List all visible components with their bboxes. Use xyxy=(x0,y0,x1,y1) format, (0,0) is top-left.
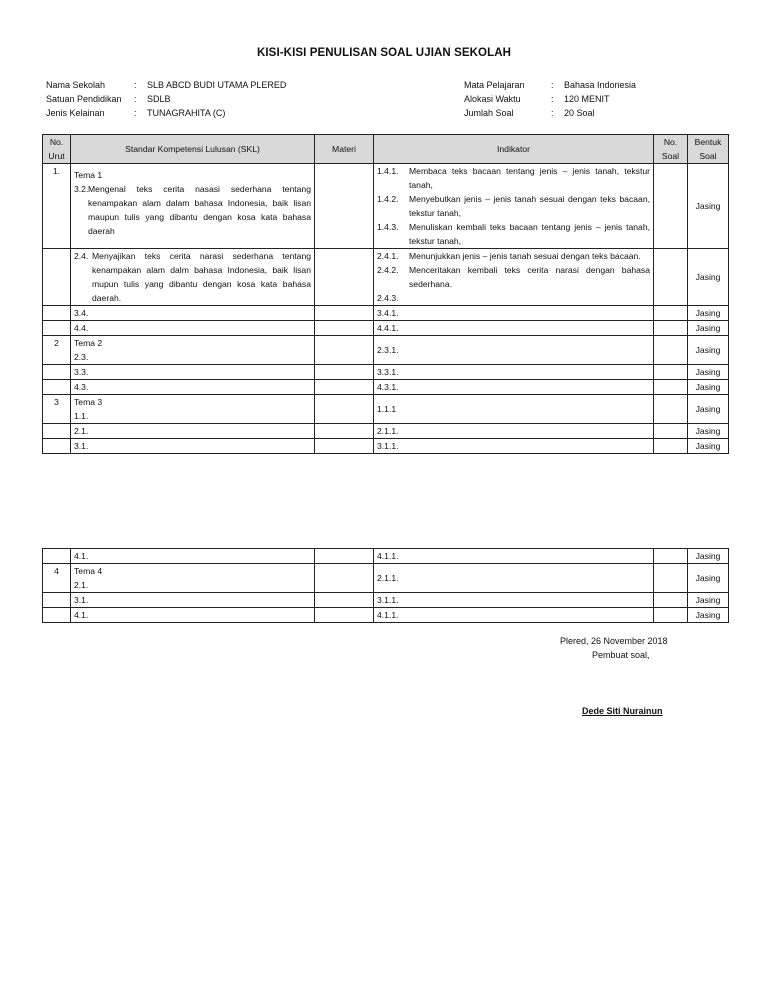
theme-label: Tema 2 xyxy=(74,338,103,348)
materi-cell xyxy=(315,549,374,564)
header-bentuk-soal: Bentuk Soal xyxy=(688,135,729,164)
no-soal-cell xyxy=(654,395,688,424)
no-soal-cell xyxy=(654,336,688,365)
table-row xyxy=(43,249,729,306)
materi-cell xyxy=(315,395,374,424)
row-number xyxy=(43,439,71,454)
bentuk-soal-cell: Jasing xyxy=(688,306,729,321)
row-number: 4 xyxy=(43,564,71,593)
header-no-soal: No. Soal xyxy=(654,135,688,164)
table-row xyxy=(43,564,729,593)
bentuk-soal-cell: Jasing xyxy=(688,395,729,424)
school-info xyxy=(46,78,286,120)
indicator-code: 2.4.1. xyxy=(377,251,399,261)
materi-cell xyxy=(315,564,374,593)
info-colon: : xyxy=(134,80,137,90)
info-row-school xyxy=(46,78,286,92)
skl-cell xyxy=(71,164,315,249)
indikator-cell: 2.3.1. xyxy=(374,336,654,365)
indicator-item xyxy=(377,249,650,263)
no-soal-cell xyxy=(654,564,688,593)
info-row-unit xyxy=(46,92,286,106)
bentuk-soal-cell: Jasing xyxy=(688,336,729,365)
indikator-cell: 3.3.1. xyxy=(374,365,654,380)
signer-role: Pembuat soal, xyxy=(592,650,650,660)
info-label: Satuan Pendidikan xyxy=(46,94,122,104)
indikator-cell xyxy=(374,249,654,306)
info-value: TUNAGRAHITA (C) xyxy=(147,108,226,118)
table-row xyxy=(43,549,729,564)
skl-cell: 3.1. xyxy=(71,439,315,454)
indikator-cell: 1.1.1 xyxy=(374,395,654,424)
skl-cell: 4.3. xyxy=(71,380,315,395)
bentuk-soal-cell: Jasing xyxy=(688,424,729,439)
table-row xyxy=(43,380,729,395)
info-row-count xyxy=(464,106,636,120)
materi-cell xyxy=(315,365,374,380)
skl-cell: 3.4. xyxy=(71,306,315,321)
indikator-cell: 2.1.1. xyxy=(374,564,654,593)
indikator-cell: 4.4.1. xyxy=(374,321,654,336)
info-value: Bahasa Indonesia xyxy=(564,80,637,90)
skl-text: Mengenal teks cerita nasasi sederhana tentang kenampakan alam dalam bahasa Indonesia, baik lisan maupun tulis yang dibantu dengan kosa kata bahasa daerah xyxy=(88,184,311,236)
no-soal-cell xyxy=(654,549,688,564)
bentuk-soal-cell: Jasing xyxy=(688,380,729,395)
info-colon: : xyxy=(134,108,137,118)
indicator-code: 1.4.2. xyxy=(377,194,399,204)
skl-code: 2.1. xyxy=(74,580,89,590)
header-skl: Standar Kompetensi Lulusan (SKL) xyxy=(71,135,315,164)
skl-cell: 4.4. xyxy=(71,321,315,336)
bentuk-soal-cell: Jasing xyxy=(688,249,729,306)
materi-cell xyxy=(315,249,374,306)
info-label: Jumlah Soal xyxy=(464,108,514,118)
indikator-cell: 3.1.1. xyxy=(374,593,654,608)
skl-cell xyxy=(71,336,315,365)
info-label: Mata Pelajaran xyxy=(464,80,525,90)
skl-cell xyxy=(71,395,315,424)
theme-label: Tema 1 xyxy=(74,170,103,180)
indikator-cell: 3.4.1. xyxy=(374,306,654,321)
skl-item xyxy=(74,249,311,305)
skl-cell: 4.1. xyxy=(71,608,315,623)
bentuk-soal-cell: Jasing xyxy=(688,549,729,564)
no-soal-cell xyxy=(654,424,688,439)
info-colon: : xyxy=(551,80,554,90)
skl-code: 1.1. xyxy=(74,411,89,421)
materi-cell xyxy=(315,424,374,439)
table-row xyxy=(43,395,729,424)
indicator-code: 2.4.3. xyxy=(377,293,399,303)
row-number xyxy=(43,306,71,321)
indicator-item xyxy=(377,263,650,291)
table-row xyxy=(43,608,729,623)
bentuk-soal-cell: Jasing xyxy=(688,608,729,623)
row-number: 2 xyxy=(43,336,71,365)
bentuk-soal-cell: Jasing xyxy=(688,164,729,249)
info-value: 120 MENIT xyxy=(564,94,610,104)
info-row-time xyxy=(464,92,636,106)
indikator-cell xyxy=(374,164,654,249)
skl-code: 3.2. xyxy=(74,184,89,194)
no-soal-cell xyxy=(654,249,688,306)
row-number: 1. xyxy=(43,164,71,249)
indikator-cell: 2.1.1. xyxy=(374,424,654,439)
signer-name: Dede Siti Nurainun xyxy=(582,706,663,716)
bentuk-soal-cell: Jasing xyxy=(688,439,729,454)
table-row xyxy=(43,336,729,365)
indicator-item xyxy=(377,164,650,192)
theme-label: Tema 3 xyxy=(74,397,103,407)
bentuk-soal-cell: Jasing xyxy=(688,321,729,336)
row-number xyxy=(43,380,71,395)
indicator-item xyxy=(377,192,650,220)
indicator-text: Membaca teks bacaan tentang jenis – jenis tanah, tekstur tanah, xyxy=(409,166,650,190)
materi-cell xyxy=(315,306,374,321)
row-number xyxy=(43,424,71,439)
no-soal-cell xyxy=(654,321,688,336)
bentuk-soal-cell: Jasing xyxy=(688,564,729,593)
row-number: 3 xyxy=(43,395,71,424)
table-row xyxy=(43,439,729,454)
info-label: Nama Sekolah xyxy=(46,80,106,90)
table-row xyxy=(43,593,729,608)
skl-code: 2.3. xyxy=(74,352,89,362)
materi-cell xyxy=(315,321,374,336)
skl-cell: 3.1. xyxy=(71,593,315,608)
info-label: Jenis Kelainan xyxy=(46,108,105,118)
indikator-cell: 4.3.1. xyxy=(374,380,654,395)
info-value: SLB ABCD BUDI UTAMA PLERED xyxy=(147,80,287,90)
indicator-code: 1.4.3. xyxy=(377,222,399,232)
skl-text: Menyajikan teks cerita narasi sederhana tentang kenampakan alam dalm bahasa Indonesia, baik lisan mupun tulis yang dibantu dengan kosa kata bahasa daerah. xyxy=(92,251,311,303)
indicator-text: Menunjukkan jenis – jenis tanah sesuai dengan teks bacaan. xyxy=(409,251,641,261)
info-value: 20 Soal xyxy=(564,108,595,118)
skl-cell: 4.1. xyxy=(71,549,315,564)
info-colon: : xyxy=(134,94,137,104)
row-number xyxy=(43,608,71,623)
row-number xyxy=(43,549,71,564)
no-soal-cell xyxy=(654,380,688,395)
indicator-code: 1.4.1. xyxy=(377,166,399,176)
table-row xyxy=(43,321,729,336)
table-row xyxy=(43,424,729,439)
theme-label: Tema 4 xyxy=(74,566,103,576)
grid-table-page-2 xyxy=(42,548,729,623)
row-number xyxy=(43,365,71,380)
skl-cell: 2.1. xyxy=(71,424,315,439)
row-number xyxy=(43,593,71,608)
materi-cell xyxy=(315,164,374,249)
materi-cell xyxy=(315,593,374,608)
info-row-type xyxy=(46,106,286,120)
place-date: Plered, 26 November 2018 xyxy=(560,636,668,646)
signature-block xyxy=(560,634,680,662)
skl-cell xyxy=(71,564,315,593)
skl-code: 2.4. xyxy=(74,251,89,261)
indicator-item xyxy=(377,220,650,248)
table-row xyxy=(43,365,729,380)
no-soal-cell xyxy=(654,164,688,249)
materi-cell xyxy=(315,439,374,454)
grid-table-page-1 xyxy=(42,134,729,454)
no-soal-cell xyxy=(654,439,688,454)
bentuk-soal-cell: Jasing xyxy=(688,593,729,608)
subject-info xyxy=(464,78,636,120)
bentuk-soal-cell: Jasing xyxy=(688,365,729,380)
indicator-text: Menceritakan kembali teks cerita narasi dengan bahasa sederhana. xyxy=(409,265,650,289)
materi-cell xyxy=(315,336,374,365)
materi-cell xyxy=(315,608,374,623)
indicator-text: Menyebutkan jenis – jenis tanah sesuai dengan teks bacaan, tekstur tanah, xyxy=(409,194,650,218)
indicator-text: Menuliskan kembali teks bacaan tentang jenis – jenis tanah, tekstur tanah, xyxy=(409,222,650,246)
info-value: SDLB xyxy=(147,94,171,104)
skl-item xyxy=(74,182,311,238)
table-row xyxy=(43,306,729,321)
indikator-cell: 3.1.1. xyxy=(374,439,654,454)
indicator-item xyxy=(377,291,650,305)
skl-cell xyxy=(71,249,315,306)
info-colon: : xyxy=(551,94,554,104)
indicator-code: 2.4.2. xyxy=(377,265,399,275)
header-no-urut: No. Urut xyxy=(43,135,71,164)
materi-cell xyxy=(315,380,374,395)
no-soal-cell xyxy=(654,306,688,321)
header-indikator: Indikator xyxy=(374,135,654,164)
header-row xyxy=(43,135,729,164)
header-materi: Materi xyxy=(315,135,374,164)
skl-cell: 3.3. xyxy=(71,365,315,380)
table-row xyxy=(43,164,729,249)
info-row-subject xyxy=(464,78,636,92)
no-soal-cell xyxy=(654,608,688,623)
no-soal-cell xyxy=(654,593,688,608)
document-title: KISI-KISI PENULISAN SOAL UJIAN SEKOLAH xyxy=(256,47,512,59)
info-label: Alokasi Waktu xyxy=(464,94,521,104)
row-number xyxy=(43,249,71,306)
info-colon: : xyxy=(551,108,554,118)
indikator-cell: 4.1.1. xyxy=(374,608,654,623)
indikator-cell: 4.1.1. xyxy=(374,549,654,564)
no-soal-cell xyxy=(654,365,688,380)
row-number xyxy=(43,321,71,336)
indicator-text xyxy=(409,291,650,305)
